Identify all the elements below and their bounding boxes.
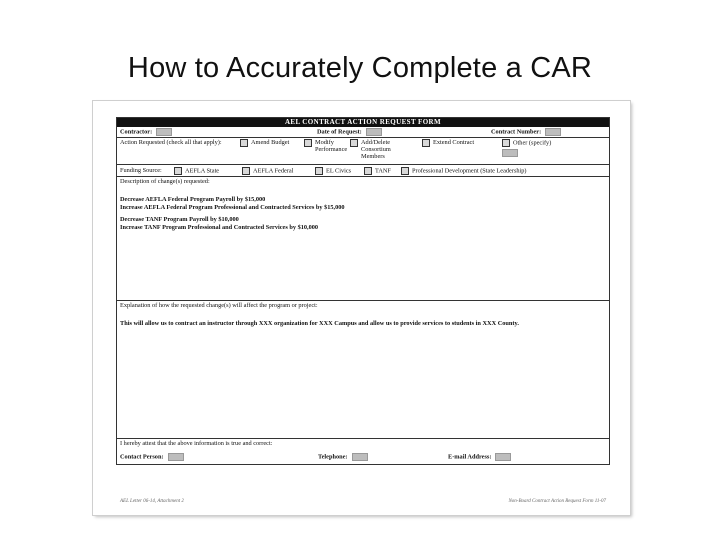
funding-row — [117, 164, 609, 176]
checkbox[interactable] — [401, 167, 409, 175]
slide-title: How to Accurately Complete a CAR — [127, 52, 593, 84]
action-add-delete-consortium[interactable]: Add/Delete Consortium Members — [350, 139, 422, 160]
checkbox[interactable] — [422, 139, 430, 147]
explanation-section — [117, 300, 609, 438]
contractor-field[interactable] — [156, 128, 172, 136]
telephone-field[interactable] — [352, 453, 368, 461]
checkbox[interactable] — [502, 139, 510, 147]
action-requested-label: Action Requested (check all that apply): — [120, 139, 222, 146]
funding-el-civics[interactable]: EL Civics — [315, 167, 364, 175]
checkbox[interactable] — [304, 139, 312, 147]
checkbox[interactable] — [240, 139, 248, 147]
date-field[interactable] — [366, 128, 382, 136]
date-label: Date of Request: — [317, 128, 362, 136]
action-extend-contract[interactable]: Extend Contract — [422, 139, 502, 147]
description-line: Increase AEFLA Federal Program Professional and Contracted Services by $15,000 — [120, 203, 345, 211]
contractor-row — [117, 127, 609, 137]
action-row — [117, 137, 609, 164]
footer-left: AEL Letter 06-14, Attachment 2 — [120, 499, 184, 504]
car-form — [116, 117, 610, 465]
contact-label: Contact Person: — [120, 453, 164, 461]
telephone-label: Telephone: — [318, 453, 348, 461]
form-header: AEL CONTRACT ACTION REQUEST FORM — [117, 118, 609, 127]
funding-professional-development[interactable]: Professional Development (State Leadership) — [401, 167, 527, 175]
action-other[interactable]: Other (specify) — [502, 139, 551, 157]
contract-number-label: Contract Number: — [491, 128, 542, 136]
description-section — [117, 176, 609, 300]
funding-tanf[interactable]: TANF — [364, 167, 401, 175]
action-modify-performance[interactable]: Modify Performance — [304, 139, 350, 153]
footer-right: Non-Board Contract Action Request Form 11-07 — [508, 499, 606, 504]
explanation-text[interactable]: This will allow us to contract an instructor through XXX organization for XXX Campus and allow us to provide services to students in XXX County. — [120, 320, 519, 327]
contractor-label: Contractor: — [120, 128, 153, 136]
checkbox[interactable] — [350, 139, 358, 147]
attest-label: I hereby attest that the above information is true and correct: — [120, 440, 273, 447]
action-amend-budget[interactable]: Amend Budget — [240, 139, 304, 147]
checkbox[interactable] — [315, 167, 323, 175]
email-field[interactable] — [495, 453, 511, 461]
contact-field[interactable] — [168, 453, 184, 461]
description-line: Decrease TANF Program Payroll by $10,000 — [120, 216, 239, 223]
funding-aefla-state[interactable]: AEFLA State — [174, 167, 242, 175]
contract-number-field[interactable] — [545, 128, 561, 136]
explanation-label: Explanation of how the requested change(s) will affect the program or project: — [120, 302, 318, 309]
funding-source-label: Funding Source: — [120, 167, 162, 174]
checkbox[interactable] — [174, 167, 182, 175]
description-text[interactable] — [120, 196, 345, 231]
funding-aefla-federal[interactable]: AEFLA Federal — [242, 167, 315, 175]
checkbox[interactable] — [242, 167, 250, 175]
description-label: Description of change(s) requested: — [120, 178, 210, 185]
document-image — [93, 101, 630, 515]
description-line: Increase TANF Program Professional and Contracted Services by $10,000 — [120, 223, 319, 231]
attest-section — [117, 438, 609, 464]
email-label: E-mail Address: — [448, 453, 492, 461]
description-line: Decrease AEFLA Federal Program Payroll by $15,000 — [120, 196, 266, 203]
checkbox[interactable] — [364, 167, 372, 175]
other-specify-field[interactable] — [502, 149, 518, 157]
